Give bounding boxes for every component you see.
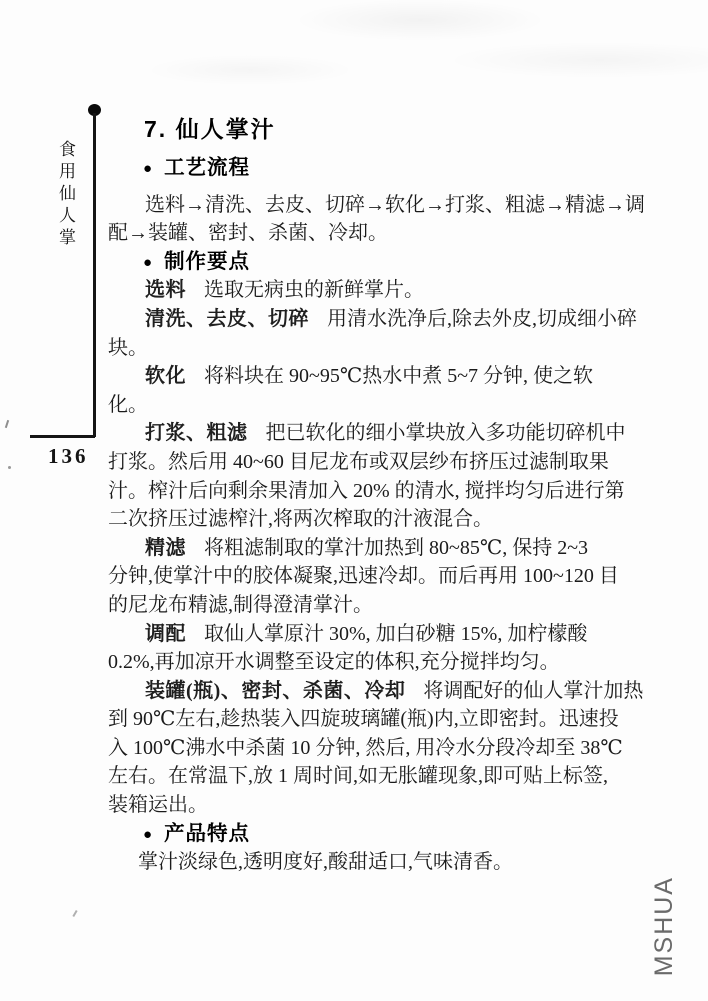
line-text: 左右。在常温下,放 1 周时间,如无胀罐现象,即可贴上标签, <box>108 765 608 788</box>
bullet-icon: ● <box>143 825 153 843</box>
heading-label: 工艺流程 <box>164 156 251 179</box>
line-text: 选料→清洗、去皮、切碎→软化→打浆、粗滤→精滤→调 <box>145 193 645 216</box>
line-text: 配→装罐、密封、杀菌、冷却。 <box>108 222 388 245</box>
heading-label: 产品特点 <box>164 821 251 845</box>
text-line <box>108 219 614 248</box>
line-text: 将料块在 90~95℃热水中煮 5~7 分钟, 使之软 <box>204 365 594 388</box>
text-line <box>108 419 626 448</box>
line-text: 用清水洗净后,除去外皮,切成细小碎 <box>327 307 637 330</box>
line-text: 汁。榨汁后向剩余果清加入 20% 的清水, 搅拌均匀后进行第 <box>108 479 625 502</box>
line-text: 打浆。然后用 40~60 目尼龙布或双层纱布挤压过滤制取果 <box>108 450 609 473</box>
section-heading <box>108 820 614 849</box>
step-label: 选料 <box>145 279 186 302</box>
line-text: 把已软化的细小掌块放入多功能切碎机中 <box>265 422 626 445</box>
text-line <box>108 191 645 220</box>
text-line <box>108 505 614 534</box>
line-text: 选取无病虫的新鲜掌片。 <box>204 279 424 302</box>
text-line <box>108 391 614 420</box>
line-text: 0.2%,再加凉开水调整至设定的体积,充分搅拌均匀。 <box>108 651 560 674</box>
text-line <box>108 734 623 763</box>
text-line <box>108 305 637 334</box>
scan-tick <box>72 910 77 917</box>
text-line <box>108 620 614 649</box>
line-text: 到 90℃左右,趁热装入四旋玻璃罐(瓶)内,立即密封。迅速投 <box>108 708 619 731</box>
line-text: 入 100℃沸水中杀菌 10 分钟, 然后, 用冷水分段冷却至 38℃ <box>108 736 623 759</box>
section-heading <box>108 248 614 277</box>
text-line <box>108 848 614 877</box>
text-line <box>108 334 614 363</box>
heading-label: 制作要点 <box>164 249 251 273</box>
text-line <box>108 791 614 820</box>
line-text: 将粗滤制取的掌汁加热到 80~85℃, 保持 2~3 <box>204 536 589 559</box>
book-spine-title: 食用仙人掌 <box>56 140 75 250</box>
line-text: 化。 <box>108 393 148 416</box>
line-text: 分钟,使掌汁中的胶体凝聚,迅速冷却。而后再用 100~120 目 <box>108 565 619 588</box>
section-heading <box>108 154 614 183</box>
text-line <box>108 705 619 734</box>
step-label: 软化 <box>145 365 186 388</box>
page-number: 136 <box>48 444 89 468</box>
step-label: 精滤 <box>145 536 186 559</box>
spine-vertical-rule <box>93 113 96 437</box>
bullet-icon: ● <box>143 253 153 271</box>
watermark: MSHUA <box>650 876 678 977</box>
scan-noise <box>0 0 708 110</box>
line-text: 掌汁淡绿色,透明度好,酸甜适口,气味清香。 <box>138 851 513 874</box>
text-line <box>108 534 614 563</box>
line-text: 取仙人掌原汁 30%, 加白砂糖 15%, 加柠檬酸 <box>204 622 588 645</box>
line-text: 装箱运出。 <box>108 794 208 817</box>
line-text: 二次挤压过滤榨汁,将两次榨取的汁液混合。 <box>108 508 493 531</box>
step-label: 调配 <box>145 622 186 645</box>
step-label: 打浆、粗滤 <box>145 422 248 445</box>
text-line <box>108 276 614 305</box>
text-line <box>108 362 614 391</box>
bullet-icon: ● <box>143 160 153 177</box>
line-text: 块。 <box>108 336 148 359</box>
scan-tick <box>5 420 9 428</box>
line-text: 将调配好的仙人掌汁加热 <box>423 679 644 702</box>
text-line <box>108 648 614 677</box>
text-line <box>108 477 625 506</box>
text-line <box>108 562 619 591</box>
section-title: 7. 仙人掌汁 <box>144 116 276 142</box>
text-line <box>108 591 614 620</box>
scan-tick <box>8 466 11 469</box>
step-label: 清洗、去皮、切碎 <box>145 307 309 330</box>
text-line <box>108 448 614 477</box>
line-text: 的尼龙布精滤,制得澄清掌汁。 <box>108 593 373 616</box>
step-label: 装罐(瓶)、密封、杀菌、冷却 <box>145 679 406 702</box>
body-text <box>108 154 645 877</box>
text-line <box>108 762 614 791</box>
text-line <box>108 677 644 706</box>
spine-horizontal-rule <box>30 435 95 438</box>
